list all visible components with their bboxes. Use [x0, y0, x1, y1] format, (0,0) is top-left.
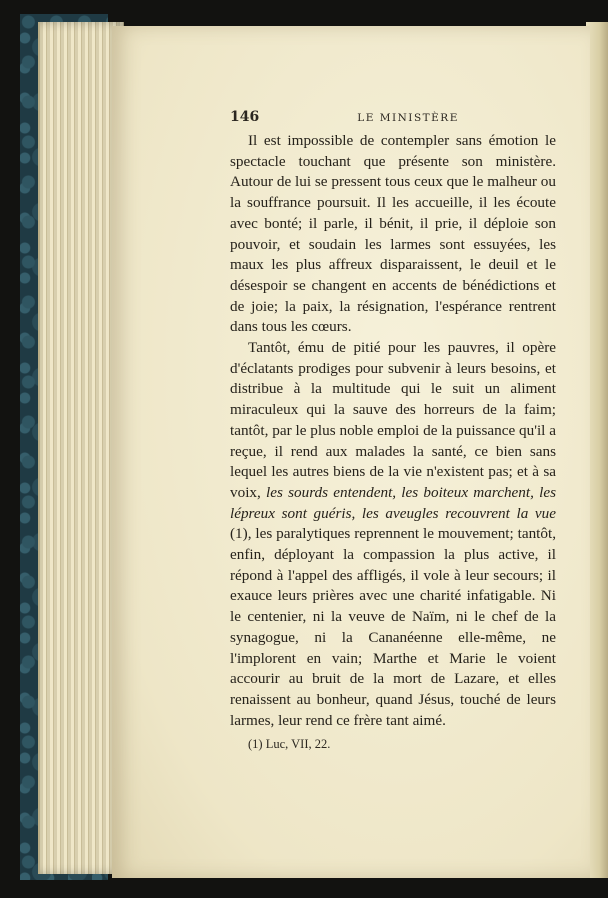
page-number: 146: [230, 109, 260, 125]
paragraph-2: [230, 338, 556, 731]
footnote: (1) Luc, VII, 22.: [248, 737, 331, 751]
paragraph-2-text: Tantôt, ému de pitié pour les pauvres, il opère d'éclatants prodiges pour subvenir à leurs besoins, et distribue à la multitude qui le suit un aliment miraculeux qui la sauve des horreurs de la faim; tantôt, par le plus noble emploi de la puissance qu'il a reçue, il rend aux malades la santé, ce bien sans lequel les autres biens de la vie n'existent pas; et à sa voix,: [230, 339, 556, 501]
paragraph-2-text-end: (1), les paralytiques reprennent le mouvement; tantôt, enfin, déployant la compassion la plus active, il répond à l'appel des affligés, il vole à leur secours; il exauce leurs prières avec une charité infatigable. Ni le centenier, ni la veuve de Naïm, ni le chef de la synagogue, ni la Cananéenne elle-même, ne l'implorent en vain; Marthe et Marie le voient accourir au bruit de la mort de Lazare, et elles renaissent au bonheur, quand Jésus, touché de leurs larmes, leur rend ce frère tant aimé.: [230, 525, 556, 729]
paragraph-1: Il est impossible de contempler sans émotion le spectacle touchant que présente son ministère. Autour de lui se pressent tous ceux que le malheur ou la souffrance poursuit. Il les accueille, il les écoute avec bonté; il parle, il bénit, il prie, il déploie son pouvoir, et soudain les larmes sont essuyées, les maux les plus affreux disparaissent, le deuil et le désespoir se changent en accents de bénédictions et de joie; la paix, la résignation, l'espérance rentrent dans tous les cœurs.: [230, 132, 556, 336]
gospel-quote: les sourds entendent, les boiteux marchent, les lépreux sont guéris, les aveugles recouvrent la vue: [230, 483, 556, 522]
body-text: [230, 131, 556, 731]
running-head: [230, 109, 560, 125]
running-title: LE MINISTÈRE: [357, 112, 459, 124]
